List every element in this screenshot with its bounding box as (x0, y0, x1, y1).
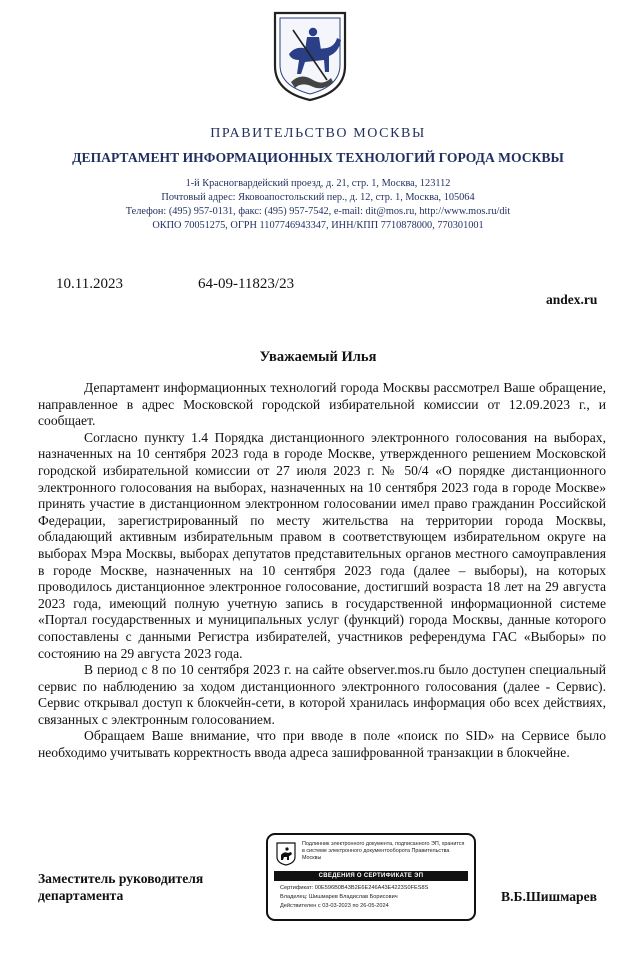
body-paragraph: Согласно пункту 1.4 Порядка дистанционного электронного голосования на выборах, назначенных на 10 сентября 2023 года в городе Москве, утвержденного решением Московской городской избирательной комиссии от 27 июля 2023 г. № 50/4 «О порядке дистанционного электронного голосования на выборах, назначенных на 10 сентября 2023 года в городе Москве» принять участие в дистанционном электронном голосовании имел право гражданин Российской Федерации, зарегистрированный по месту жительства на территории города Москвы, обладающий активным избирательным правом в соответствующем избирательном округе на выборах Мэра Москвы, выборах депутатов представительных органов местного самоуправления в городе Москве, назначенных на 10 сентября 2023 года (далее – выборы), на которых проводилось дистанционное электронное голосование, достигший возраста 18 лет на 29 августа 2023 года, имеющий полную учетную запись в государственной информационной системе «Портал государственных и муниципальных услуг (функций) города Москвы, данные которого сопоставлены с данными Регистра избирателей, участников референдума ГАС «Выборы» по состоянию на 29 августа 2023 года. (38, 429, 606, 661)
body-paragraph: Департамент информационных технологий города Москвы рассмотрел Ваше обращение, направленное в адрес Московской городской избирательной комиссии от 12.09.2023 г., и сообщает. (38, 380, 606, 429)
body-paragraph: В период с 8 по 10 сентября 2023 г. на сайте observer.mos.ru было доступен специальный сервис по наблюдению за ходом дистанционного электронного голосования (далее - Сервис). Сервис открывал доступ к блокчейн-сети, в которой хранилась информация обо всех действиях, связанных с электронным голосованием. (38, 662, 606, 727)
stamp-validity: Действителен с 03-03-2023 по 26-05-2024 (280, 903, 389, 909)
recipient-address: andex.ru (546, 292, 598, 307)
registry-codes-line: ОКПО 70051275, ОГРН 1107746943347, ИНН/КПП 7710878000, 770301001 (152, 220, 484, 231)
letter-number: 64-09-11823/23 (198, 276, 295, 292)
moscow-emblem-small-icon (276, 842, 296, 866)
signatory-name: В.Б.Шишмарев (501, 889, 597, 904)
stamp-band: СВЕДЕНИЯ О СЕРТИФИКАТЕ ЭП (274, 871, 468, 881)
letter-date: 10.11.2023 (56, 276, 123, 292)
postal-address-line: Почтовый адрес: Яковоапостольский пер., д. 12, стр. 1, Москва, 105064 (161, 192, 475, 203)
stamp-certificate: Сертификат: 00E596B0B43B2E6E246A43E4223S0FES8S (280, 885, 429, 891)
signatory-title-line: Заместитель руководителя (38, 871, 204, 886)
greeting: Уважаемый Илья (259, 349, 377, 365)
moscow-coat-of-arms-icon (271, 10, 349, 102)
letter-body (38, 380, 606, 762)
address-line: 1-й Красногвардейский проезд, д. 21, стр. 1, Москва, 123112 (185, 178, 451, 189)
signatory-title-line: департамента (38, 888, 124, 903)
electronic-signature-stamp (266, 833, 476, 921)
government-name: ПРАВИТЕЛЬСТВО МОСКВЫ (210, 126, 426, 141)
body-paragraph: Обращаем Ваше внимание, что при вводе в поле «поиск по SID» на Сервисе было необходимо учитывать корректность ввода адреса зашифрованной транзакции в блокчейне. (38, 728, 606, 761)
department-name: ДЕПАРТАМЕНТ ИНФОРМАЦИОННЫХ ТЕХНОЛОГИЙ ГОРОДА МОСКВЫ (72, 150, 564, 165)
stamp-legal-text: Подлинник электронного документа, подписанного ЭП, хранится в системе электронного документооборота Правительства Москвы (302, 841, 465, 861)
contacts-line: Телефон: (495) 957-0131, факс: (495) 957-7542, e-mail: dit@mos.ru, http://www.mos.ru/dit (125, 206, 511, 217)
stamp-owner: Владелец: Шишмарев Владислав Борисович (280, 894, 398, 900)
signatory-title (38, 870, 203, 904)
